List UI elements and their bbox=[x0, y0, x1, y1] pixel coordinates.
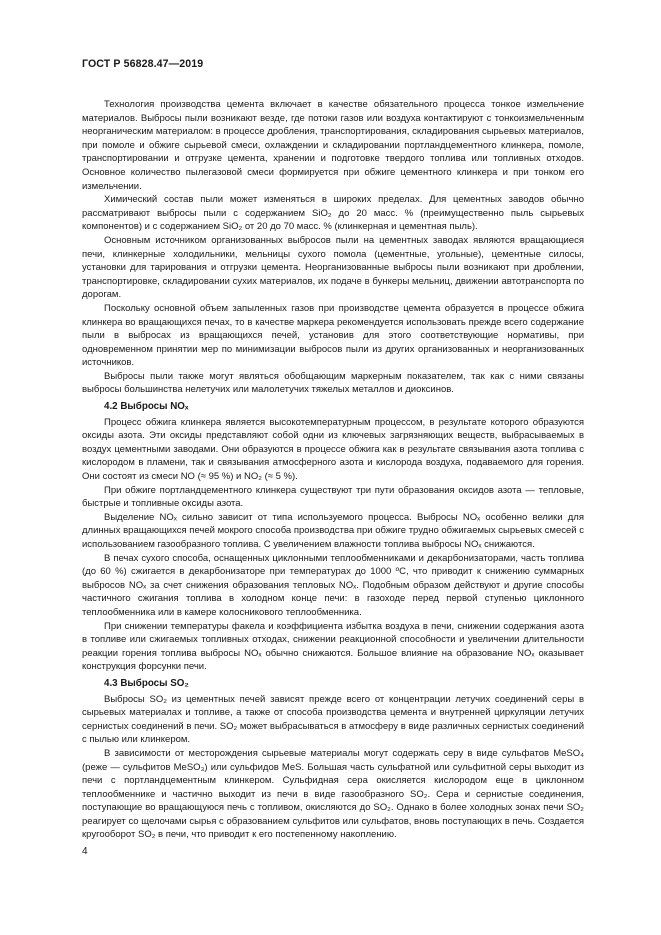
section-heading-nox: 4.2 Выбросы NOₓ bbox=[104, 401, 189, 413]
section-heading-so2: 4.3 Выбросы SO₂ bbox=[104, 677, 189, 689]
paragraph-nox-dry-process: В печах сухого способа, оснащенных циклонными теплообменниками и декарбонизаторами, часть топлива (до 60 %) сжигается в декарбонизаторе при температурах до 1000 ºС, что приводит к снижению суммарных выбросов NOₓ за счет снижения образования тепловых NOₓ. Подобным образом действуют и другие способы частичного сжигания топлива в холодном конце печи: в газоходе перед первой ступенью циклонного теплообменника или в камере колосникового теплообменника. bbox=[82, 552, 584, 618]
paragraph-dust-sources: Основным источником организованных выбросов пыли на цементных заводах являются вращающиеся печи, клинкерные холодильники, мельницы сухого помола (цементные, угольные), цементные силосы, установки для тарирования и отгрузки цемента. Неорганизованные выбросы пыли возникают при дроблении, транспортировке, складировании сухих материалов, их подаче в бункеры мельниц, движении автотранспорта по дорогам. bbox=[82, 234, 584, 301]
page-number: 4 bbox=[82, 846, 88, 857]
paragraph-nox-reduction: При снижении температуры факела и коэффициента избытка воздуха в печи, снижении содержания азота в топливе или сжигаемых топливных отходах, снижении реакционной способности и увеличении длительности реакции горения топлива выбросы NOₓ обычно снижаются. Большое влияние на образование NOₓ оказывает конструкция форсунки печи. bbox=[82, 620, 584, 673]
paragraph-dust-composition: Химический состав пыли может изменяться в широких пределах. Для цементных заводов обычно рассматривают выбросы пыли с содержанием SiO₂ до 20 масс. % (преимущественно пыль сырьевых компонентов) и с содержанием SiO₂ от 20 до 70 масс. % (клинкерная и цементная пыль). bbox=[82, 194, 584, 233]
paragraph-so2-sources: Выбросы SO₂ из цементных печей зависят прежде всего от концентрации летучих соединений серы в сырьевых материалах и топливе, а также от способа производства цемента и внутренней циркуляции летучих сернистых соединений в печи. SO₂ может выбрасываться в атмосферу в виде различных сернистых соединений с пылью или клинкером. bbox=[82, 693, 584, 746]
paragraph-nox-dependence: Выделение NOₓ сильно зависит от типа используемого процесса. Выбросы NOₓ особенно велики для длинных вращающихся печей мокрого способа производства при обжиге трудно обжигаемых сырьевых смесей с использованием газообразного топлива. С увеличением влажности топлива выбросы NOₓ снижаются. bbox=[82, 511, 584, 550]
paragraph-nox-process: Процесс обжига клинкера является высокотемпературным процессом, в результате которого образуются оксиды азота. Эти оксиды представляют собой одни из ключевых загрязняющих веществ, выбрасываемых в воздух цементными заводами. Они образуются в процессе обжига как в результате связывания азота топлива с кислородом в пламени, так и связывания атмосферного азота и кислорода воздуха, подаваемого для горения. Они состоят из смеси NO (≈ 95 %) и NO₂ (≈ 5 %). bbox=[82, 416, 584, 483]
paragraph-dust-marker: Поскольку основной объем запыленных газов при производстве цемента образуется в процессе обжига клинкера во вращающихся печах, то в качестве маркера рекомендуется использовать прежде всего содержание пыли в выбросах из вращающихся печей, установив для этого соответствующие нормативы, при одновременном принятии мер по минимизации выбросов пыли из других организованных и неорганизованных источников. bbox=[82, 302, 584, 369]
paragraph-dust-summary: Выбросы пыли также могут являться обобщающим маркерным показателем, так как с ними связаны выбросы большинства нелетучих или малолетучих тяжелых металлов и диоксинов. bbox=[82, 370, 584, 396]
paragraph-intro: Технология производства цемента включает в качестве обязательного процесса тонкое измельчение материалов. Выбросы пыли возникают везде, где потоки газов или воздуха контактируют с тонкоизмельченным неорганическим материалом: в процессе дробления, транспортирования, складирования сырьевых материалов, при помоле и обжиге сырьевой смеси, охлаждении и складировании портландцементного клинкера, помоле, транспортировании и отгрузке цемента, хранении и подготовке твердого топлива или топливных отходов. Основное количество пылегазовой смеси формируется при обжиге цементного клинкера и при тонком его измельчении. bbox=[82, 99, 584, 192]
document-body bbox=[82, 98, 584, 842]
paragraph-so2-sulfur-forms: В зависимости от месторождения сырьевые материалы могут содержать серу в виде сульфатов MeSO₄ (реже — сульфитов MeSO₃) или сульфидов MeS. Большая часть сульфатной или сульфитной серы выходит из печи с портландцементным клинкером. Сульфидная сера окисляется кислородом еще в циклонном теплообменнике и частично выходит из печи в виде газообразного SO₂. Сера и сернистые соединения, поступающие во вращающуюся печь с топливом, окисляются до SO₂. Однако в более холодных зонах печи SO₂ реагирует со щелочами сырья с образованием сульфитов или сульфатов, вновь поступающих в печь. Создается кругооборот SO₂ в печи, что приводит к его постепенному накоплению. bbox=[82, 747, 584, 841]
paragraph-nox-paths: При обжиге портландцементного клинкера существуют три пути образования оксидов азота — тепловые, быстрые и топливные оксиды азота. bbox=[82, 484, 584, 510]
document-header: ГОСТ Р 56828.47—2019 bbox=[82, 58, 204, 70]
